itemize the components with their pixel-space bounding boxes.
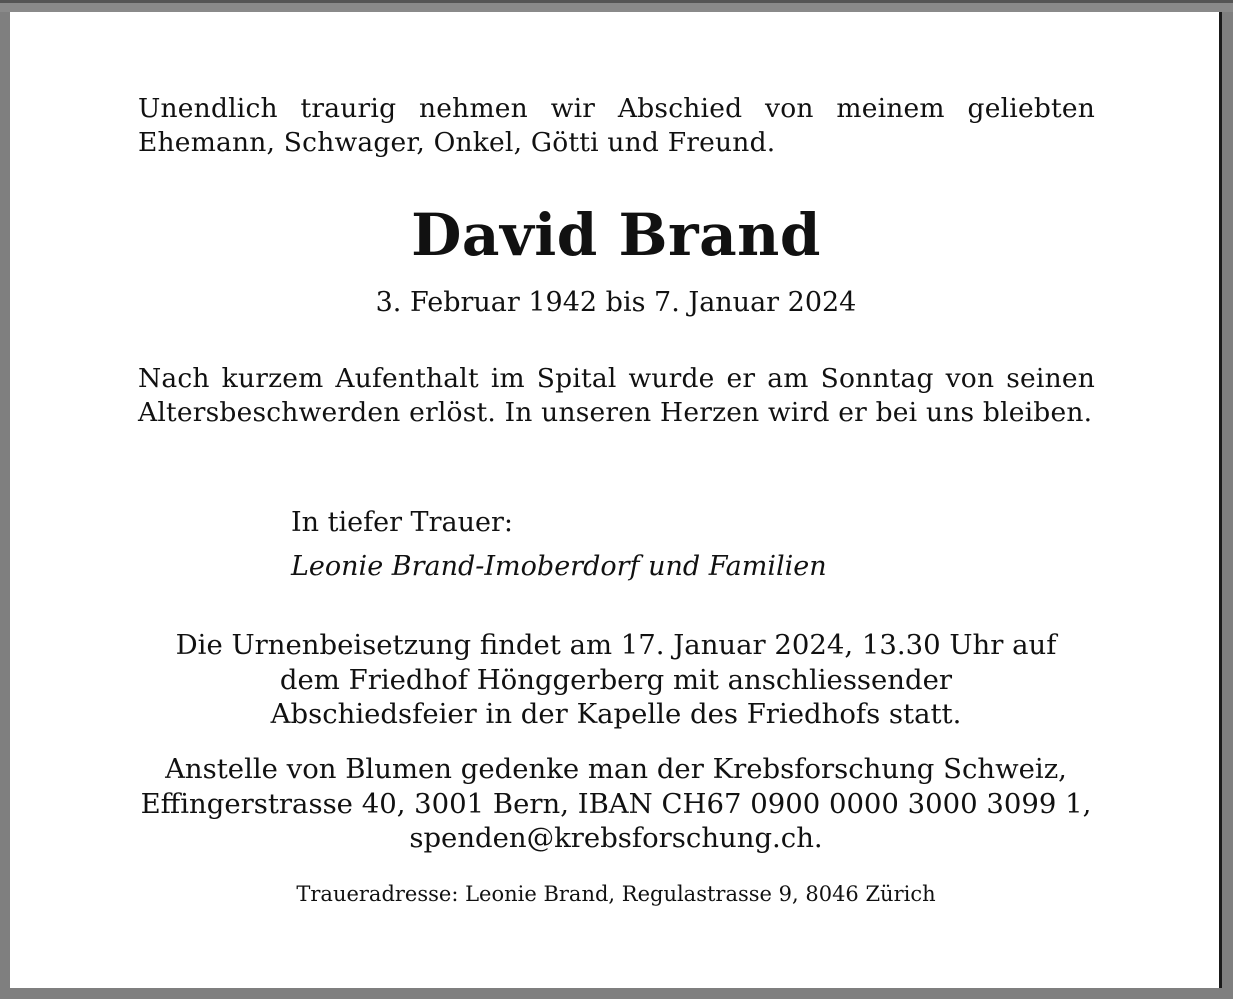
mourning-address: Traueradresse: Leonie Brand, Regulastrasse 9, 8046 Zürich bbox=[296, 882, 936, 906]
donation-email: spenden@krebsforschung.ch. bbox=[409, 822, 823, 854]
donation-line: Effingerstrasse 40, 3001 Bern, IBAN CH67 0900 0000 3000 3099 1, bbox=[140, 787, 1092, 820]
donation-info bbox=[10, 752, 1222, 856]
mourning-label: In tiefer Trauer: bbox=[291, 507, 513, 538]
deceased-name: David Brand bbox=[411, 201, 821, 269]
window-frame-edge bbox=[0, 0, 1233, 3]
ceremony-line: Die Urnenbeisetzung findet am 17. Januar 2024, 13.30 Uhr auf bbox=[175, 629, 1057, 661]
obituary-page bbox=[10, 12, 1222, 988]
ceremony-line: Abschiedsfeier in der Kapelle des Friedhofs statt. bbox=[270, 698, 962, 730]
ceremony-line: dem Friedhof Hönggerberg mit anschliessender bbox=[279, 663, 953, 696]
body-text: Nach kurzem Aufenthalt im Spital wurde er am Sonntag von seinen Altersbeschwerden erlöst. In unseren Herzen wird er bei uns bleiben. bbox=[138, 363, 1095, 428]
intro-text: Unendlich traurig nehmen wir Abschied von meinem geliebten Ehemann, Schwager, Onkel, Götti und Freund. bbox=[138, 93, 1095, 158]
life-dates: 3. Februar 1942 bis 7. Januar 2024 bbox=[375, 287, 857, 318]
mourners-names: Leonie Brand-Imoberdorf und Familien bbox=[291, 551, 827, 582]
donation-line: Anstelle von Blumen gedenke man der Krebsforschung Schweiz, bbox=[165, 753, 1067, 785]
ceremony-info bbox=[10, 628, 1222, 732]
